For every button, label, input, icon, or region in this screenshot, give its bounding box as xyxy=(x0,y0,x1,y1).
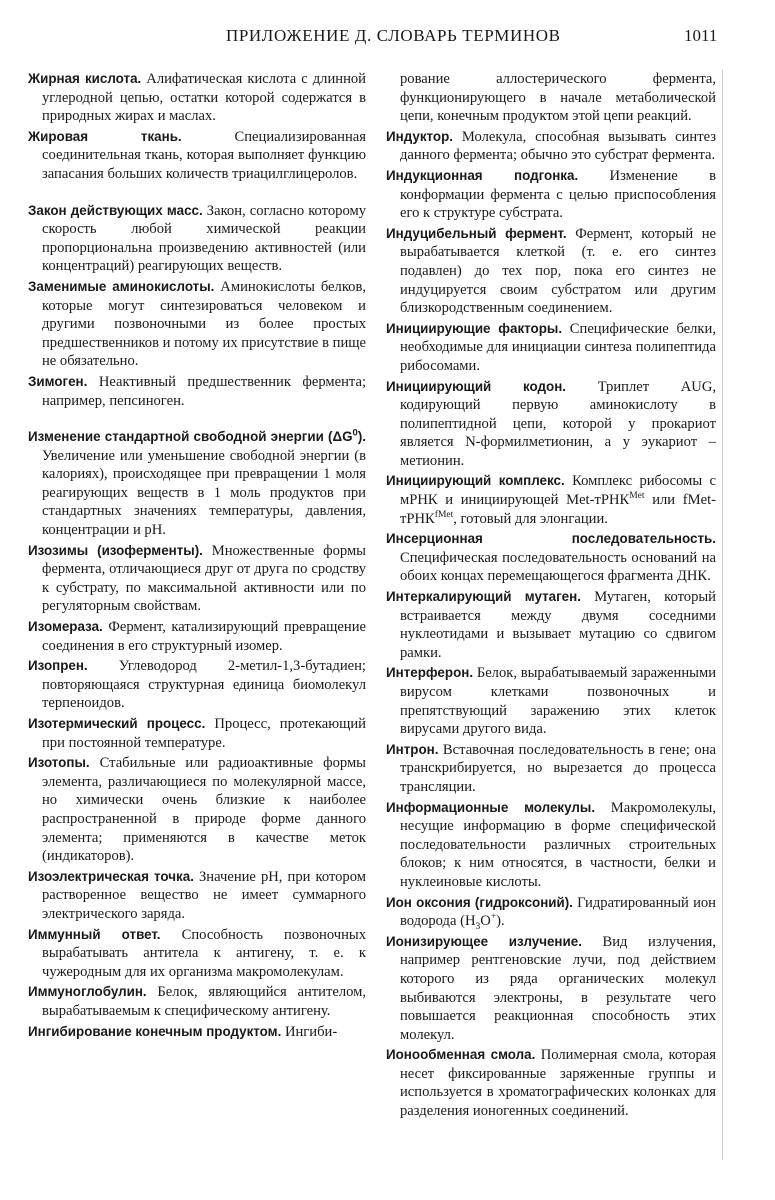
glossary-entry xyxy=(28,202,366,276)
entry-term: Индукционная подгонка. xyxy=(386,167,579,183)
entry-term: Ионообменная смола. xyxy=(386,1047,536,1063)
glossary-entry xyxy=(28,1023,366,1042)
entry-term: Изотопы. xyxy=(28,755,90,771)
glossary-entry xyxy=(386,588,716,662)
glossary-entry xyxy=(28,754,366,866)
right-column xyxy=(386,70,716,1123)
glossary-entry xyxy=(28,373,366,410)
entry-definition: Специфические белки, необходимые для инициации синтеза полипептида рибосомами. xyxy=(400,320,716,374)
entry-term: Инициирующий комплекс. xyxy=(386,473,565,489)
entry-term: Иммунный ответ. xyxy=(28,926,161,942)
glossary-entry xyxy=(386,894,716,931)
glossary-entry xyxy=(28,278,366,371)
glossary-entry xyxy=(28,428,366,540)
glossary-entry xyxy=(386,225,716,318)
entry-definition: Комплекс рибосомы с мРНК и инициирующей Met-тРНК$^{Met}$ или fMet-тРНК$^{fMet}$, готовый для элонгации. xyxy=(400,473,716,527)
entry-definition: Фермент, катализирующий превращение соединения в его структурный изомер. xyxy=(42,619,366,654)
page-header xyxy=(0,18,775,58)
entry-definition: Мутаген, который встраивается между двумя соседними нуклеотидами и вызывает мутацию со сдвигом рамки. xyxy=(400,589,716,661)
glossary-entry xyxy=(386,933,716,1045)
entry-definition: Вид излучения, например рентгеновские лучи, под действием которого из ряда органических молекул выбиваются электроны, в результате чего повышается реакционная способность этих молекул. xyxy=(400,933,717,1043)
glossary-entry xyxy=(386,664,716,738)
entry-term: Жировая ткань. xyxy=(28,128,182,144)
entry-term: Заменимые аминокислоты. xyxy=(28,278,215,294)
entry-term: Индуцибельный фермент. xyxy=(386,225,567,241)
entry-term: Изомераза. xyxy=(28,619,103,635)
entry-term: Индуктор. xyxy=(386,128,453,144)
glossary-entry xyxy=(386,799,716,892)
glossary-entry xyxy=(386,530,716,586)
glossary-entry xyxy=(28,983,366,1020)
glossary-entry xyxy=(28,926,366,982)
entry-definition: Значение pH, при котором растворенное вещество не имеет суммарного электрического заряда. xyxy=(42,868,366,922)
entry-definition: Фермент, который не вырабатывается клеткой (т. е. его синтез подавлен) до тех пор, пока его синтез не индуцируется своим субстратом или другим близкородственным соединением. xyxy=(400,225,716,317)
entry-definition: Способность позвоночных вырабатывать антитела к антигену, т. е. к чужеродным для их организма макромолекулам. xyxy=(42,926,366,980)
glossary-entry xyxy=(28,128,366,184)
entry-definition: Полимерная смола, которая несет фиксированные заряженные группы и используется в хроматографических колонках для разделения ионогенных соединений. xyxy=(400,1047,716,1120)
glossary-entry xyxy=(28,868,366,924)
entry-term: Изозимы (изоферменты). xyxy=(28,542,203,558)
glossary-entry xyxy=(28,542,366,616)
left-column xyxy=(28,70,366,1043)
entry-definition: Множественные формы фермента, отличающиеся друг от друга по сродству к субстрату, по максимальной активности или по регуляторным свойствам. xyxy=(42,542,366,615)
entry-definition: Увеличение или уменьшение свободной энергии (в калориях), происходящее при превращении 1 моля реагирующих веществ в 1 моль продуктов при стандартных значениях температуры, давления, концентрации и pH. xyxy=(42,447,366,539)
glossary-entry xyxy=(386,741,716,797)
entry-term: Ионизирующее излучение. xyxy=(386,933,582,949)
entry-term: Зимоген. xyxy=(28,373,88,389)
entry-definition: Неактивный предшественник фермента; например, пепсиноген. xyxy=(42,373,367,409)
entry-term: Интеркалирующий мутаген. xyxy=(386,589,581,605)
entry-definition: Закон, согласно которому скорость любой химической реакции пропорциональна произведению активностей (или концентраций) реагирующих веществ. xyxy=(42,202,366,275)
entry-term: Изоэлектрическая точка. xyxy=(28,868,194,884)
entry-term: Изотермический процесс. xyxy=(28,716,206,731)
glossary-entry xyxy=(386,1046,716,1120)
entry-term: Ион оксония (гидроксоний). xyxy=(386,894,573,910)
entry-definition: Стабильные или радиоактивные формы элемента, различающиеся по молекулярной массе, но химически очень близкие к наиболее распространенной в природе форме данного элемента; применяются в качестве меток (индикаторов). xyxy=(42,755,366,865)
entry-term: Закон действующих масс. xyxy=(28,202,203,218)
entry-definition: Изменение в конформации фермента с целью приспособления его к структуре субстрата. xyxy=(400,167,716,222)
entry-definition: Ингиби- xyxy=(284,1023,338,1040)
entry-definition: Углеводород 2-метил-1,3-бутадиен; повторяющаяся структурная единица биомолекул терпеноидов. xyxy=(42,658,366,712)
entry-term: Иммуноглобулин. xyxy=(28,984,147,1000)
column-divider xyxy=(722,70,723,1160)
entry-definition: Макромолекулы, несущие информацию в форме специфической последовательности различных строительных блоков; к ним относятся, в частности, белки и нуклеиновые кислоты. xyxy=(400,799,716,890)
glossary-entry xyxy=(28,657,366,713)
page-number: 1011 xyxy=(684,26,718,45)
entry-definition: Белок, вырабатываемый зараженными вирусом клетками позвоночных и препятствующий заражению этих клеток вирусами другого вида. xyxy=(400,665,716,738)
entry-term: Изопрен. xyxy=(28,658,88,674)
entry-definition: Процесс, протекающий при постоянной температуре. xyxy=(42,716,366,751)
glossary-entry xyxy=(386,378,716,471)
glossary-entry xyxy=(28,618,366,655)
entry-term: Интерферон. xyxy=(386,665,474,681)
entry-term: Ингибирование конечным продуктом. xyxy=(28,1023,282,1039)
entry-term: Изменение стандартной свободной энергии $(\Delta G^0)$. xyxy=(28,427,366,445)
entry-definition: Вставочная последовательность в гене; она транскрибируется, но вырезается до процесса трансляции. xyxy=(400,741,716,795)
entry-term: Инсерционная последовательность. xyxy=(386,531,716,547)
glossary-entry xyxy=(386,167,716,223)
entry-term: Инициирующие факторы. xyxy=(386,320,563,336)
glossary-entry xyxy=(386,320,716,376)
page-title: ПРИЛОЖЕНИЕ Д. СЛОВАРЬ ТЕРМИНОВ xyxy=(226,26,561,45)
entry-definition: Специфическая последовательность оснований на обоих концах перемещающегося фрагмента ДНК. xyxy=(400,549,716,585)
entry-definition: Триплет AUG, кодирующий первую аминокислоту в полипептидной цепи, которой у прокариот является N-формилметионин, а у эукариот – метионин. xyxy=(400,378,717,469)
entry-definition: Аминокислоты белков, которые могут синтезироваться человеком и другими позвоночными из более простых предшественников и потому их присутствие в пище не обязательно. xyxy=(42,278,367,370)
glossary-entry xyxy=(28,70,366,126)
entry-definition: Специализированная соединительная ткань, которая выполняет функцию запасания больших количеств триацилглицеролов. xyxy=(42,128,366,182)
entry-term: Жирная кислота. xyxy=(28,71,142,86)
entry-definition: Гидратированный ион водорода $(H_3O^+)$. xyxy=(400,894,716,933)
entry-term: Инициирующий кодон. xyxy=(386,378,567,394)
entry-term: Информационные молекулы. xyxy=(386,799,596,815)
entry-definition: Молекула, способная вызывать синтез данного фермента; обычно это субстрат фермента. xyxy=(400,128,716,164)
entry-continuation: рование аллостерического фермента, функционирующего в начале метаболической цепи, конечным продуктом этой цепи реакций. xyxy=(400,71,716,125)
glossary-entry xyxy=(386,128,716,165)
entry-definition: Алифатическая кислота с длинной углеродной цепью, остатки которой содержатся в природных жирах и маслах. xyxy=(42,71,366,125)
entry-term: Интрон. xyxy=(386,741,439,757)
glossary-entry xyxy=(386,472,716,528)
glossary-entry xyxy=(28,715,366,752)
entry-definition: Белок, являющийся антителом, вырабатываемым к специфическому антигену. xyxy=(42,984,367,1019)
